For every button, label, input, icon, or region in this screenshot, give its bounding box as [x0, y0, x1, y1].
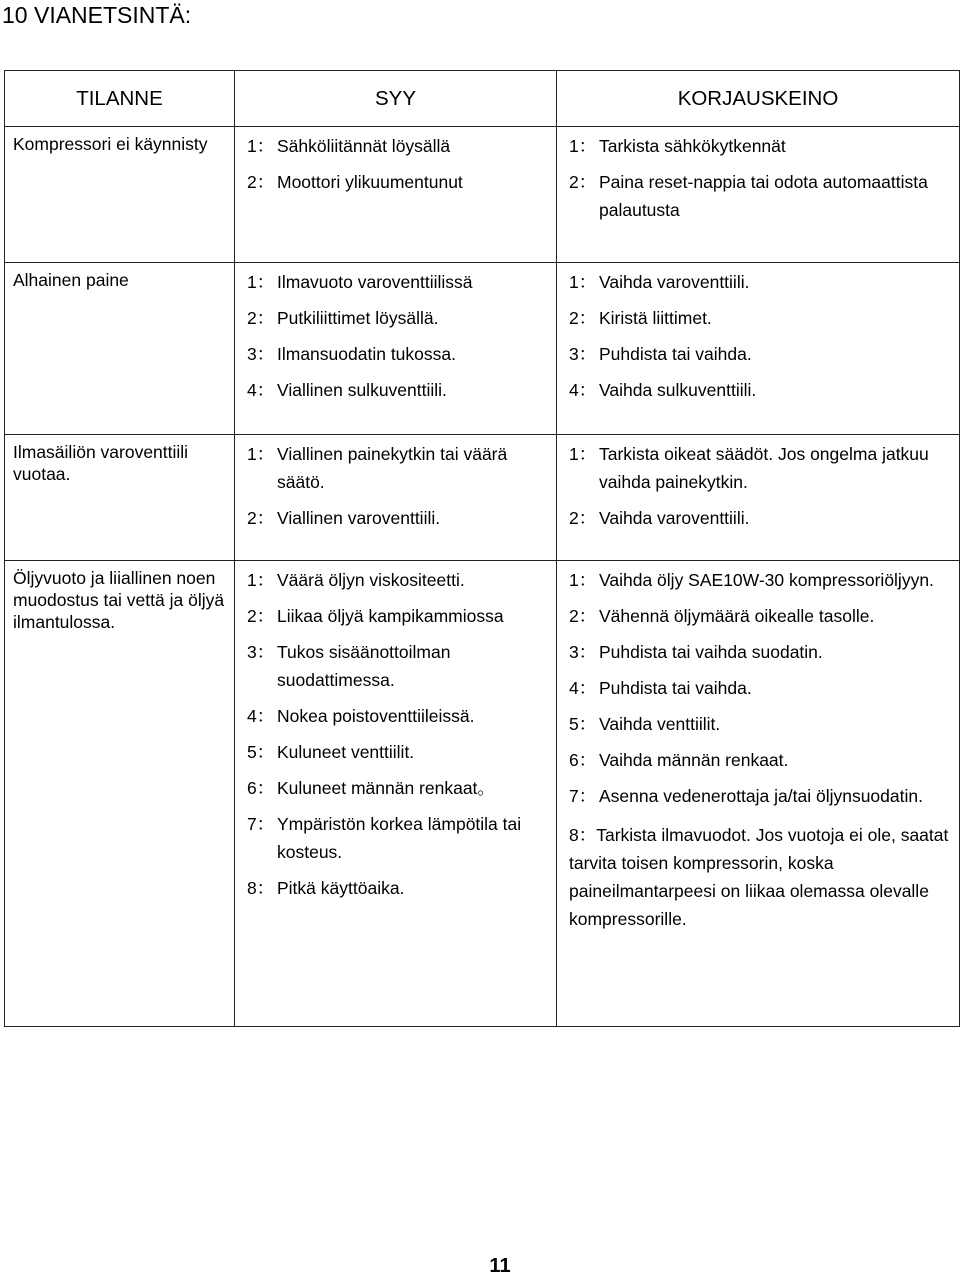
- list-item: [247, 741, 548, 766]
- table-row: [5, 561, 960, 1027]
- list-item: [569, 379, 951, 404]
- item-number: 2：: [569, 606, 597, 626]
- item-text: Puhdista tai vaihda suodatin.: [599, 642, 823, 662]
- list-item: [247, 877, 548, 902]
- list-item: [247, 443, 548, 496]
- troubleshooting-table: [4, 70, 960, 1027]
- item-number: 1：: [569, 444, 597, 464]
- cause-cell: [235, 435, 557, 561]
- item-text: Nokea poistoventtiileissä.: [277, 706, 475, 726]
- item-number: 1：: [247, 444, 275, 464]
- item-text: Viallinen sulkuventtiili.: [277, 380, 447, 400]
- list-item: [247, 507, 548, 532]
- list-item: [569, 569, 951, 594]
- list-item: [247, 813, 548, 866]
- item-text: Tarkista oikeat säädöt. Jos ongelma jatkuu vaihda painekytkin.: [599, 444, 929, 492]
- list-item: [569, 713, 951, 738]
- header-situation: TILANNE: [5, 71, 235, 127]
- item-number: 6：: [247, 778, 275, 798]
- list-item: [569, 605, 951, 630]
- item-number: 6：: [569, 750, 597, 770]
- item-number: 4：: [569, 678, 597, 698]
- situation-cell: Kompressori ei käynnisty: [5, 127, 235, 263]
- item-number: 2：: [247, 606, 275, 626]
- list-item: [569, 507, 951, 532]
- cause-cell: [235, 561, 557, 1027]
- item-text: Tarkista sähkökytkennät: [599, 136, 786, 156]
- item-number: 2：: [247, 172, 275, 192]
- item-text: Vaihda sulkuventtiili.: [599, 380, 757, 400]
- item-text: Putkiliittimet löysällä.: [277, 308, 439, 328]
- list-item: [247, 379, 548, 404]
- table-header-row: [5, 71, 960, 127]
- list-item: [247, 777, 548, 802]
- item-number: 5：: [569, 714, 597, 734]
- table-row: [5, 127, 960, 263]
- list-item: [247, 307, 548, 332]
- item-number: 1：: [569, 272, 597, 292]
- table-row: [5, 435, 960, 561]
- item-text: Tukos sisäänottoilman suodattimessa.: [277, 642, 451, 690]
- item-number: 7：: [247, 814, 275, 834]
- item-text: Väärä öljyn viskositeetti.: [277, 570, 465, 590]
- list-item: [247, 705, 548, 730]
- list-item: [247, 569, 548, 594]
- list-item: [247, 171, 548, 196]
- list-item: [569, 171, 951, 224]
- item-text: Kiristä liittimet.: [599, 308, 712, 328]
- list-item: [247, 343, 548, 368]
- item-number: 2：: [569, 308, 597, 328]
- item-number: 8：: [569, 825, 597, 845]
- item-number: 3：: [569, 642, 597, 662]
- item-number: 5：: [247, 742, 275, 762]
- item-number: 4：: [247, 380, 275, 400]
- list-item: [569, 677, 951, 702]
- item-text: Ilmavuoto varoventtiilissä: [277, 272, 473, 292]
- item-text: Vaihda öljy SAE10W-30 kompressoriöljyyn.: [599, 570, 934, 590]
- list-item: [569, 641, 951, 666]
- remedy-cell: [557, 435, 960, 561]
- list-item: [247, 641, 548, 694]
- item-text: Vaihda varoventtiili.: [599, 508, 750, 528]
- item-text: Liikaa öljyä kampikammiossa: [277, 606, 504, 626]
- item-number: 3：: [247, 642, 275, 662]
- remedy-cell: [557, 127, 960, 263]
- item-text: Sähköliitännät löysällä: [277, 136, 451, 156]
- item-text: Tarkista ilmavuodot. Jos vuotoja ei ole, saatat tarvita toisen kompressorin, koska paineilmantarpeesi on liikaa olemassa olevalle kompressorille.: [569, 825, 949, 929]
- item-text: Puhdista tai vaihda.: [599, 344, 752, 364]
- remedy-cell: [557, 561, 960, 1027]
- list-item: [247, 605, 548, 630]
- header-cause: SYY: [235, 71, 557, 127]
- item-number: 2：: [247, 308, 275, 328]
- item-text: Vaihda venttiilit.: [599, 714, 721, 734]
- list-item: [569, 343, 951, 368]
- cause-cell: [235, 263, 557, 435]
- item-text: Paina reset-nappia tai odota automaattista palautusta: [599, 172, 928, 220]
- item-number: 1：: [247, 136, 275, 156]
- item-text: Kuluneet männän renkaat。: [277, 778, 495, 798]
- item-number: 4：: [569, 380, 597, 400]
- list-item: [569, 443, 951, 496]
- item-number: 2：: [247, 508, 275, 528]
- cause-cell: [235, 127, 557, 263]
- item-text: Viallinen painekytkin tai väärä säätö.: [277, 444, 508, 492]
- page-number: 11: [489, 1255, 511, 1277]
- item-number: 4：: [247, 706, 275, 726]
- item-text: Asenna vedenerottaja ja/tai öljynsuodatin.: [599, 786, 923, 806]
- item-number: 7：: [569, 786, 597, 806]
- item-number: 1：: [247, 570, 275, 590]
- item-number: 1：: [569, 136, 597, 156]
- item-number: 3：: [247, 344, 275, 364]
- header-remedy: KORJAUSKEINO: [557, 71, 960, 127]
- item-text: Vaihda männän renkaat.: [599, 750, 789, 770]
- list-item: [569, 271, 951, 296]
- item-text: Vähennä öljymäärä oikealle tasolle.: [599, 606, 875, 626]
- situation-cell: Öljyvuoto ja liiallinen noen muodostus tai vettä ja öljyä ilmantulossa.: [5, 561, 235, 1027]
- list-item: [247, 271, 548, 296]
- item-text: Viallinen varoventtiili.: [277, 508, 441, 528]
- table-row: [5, 263, 960, 435]
- list-item: [569, 135, 951, 160]
- item-number: 3：: [569, 344, 597, 364]
- item-text: Kuluneet venttiilit.: [277, 742, 415, 762]
- item-number: 1：: [569, 570, 597, 590]
- item-number: 1：: [247, 272, 275, 292]
- item-number: 2：: [569, 172, 597, 192]
- list-item: [569, 821, 951, 933]
- section-title: 10 VIANETSINTÄ:: [2, 2, 192, 28]
- situation-cell: Ilmasäiliön varoventtiili vuotaa.: [5, 435, 235, 561]
- remedy-cell: [557, 263, 960, 435]
- item-text: Moottori ylikuumentunut: [277, 172, 463, 192]
- list-item: [247, 135, 548, 160]
- list-item: [569, 749, 951, 774]
- item-text: Ilmansuodatin tukossa.: [277, 344, 456, 364]
- list-item: [569, 785, 951, 810]
- item-text: Pitkä käyttöaika.: [277, 878, 405, 898]
- item-number: 8：: [247, 878, 275, 898]
- list-item: [569, 307, 951, 332]
- situation-cell: Alhainen paine: [5, 263, 235, 435]
- item-text: Vaihda varoventtiili.: [599, 272, 750, 292]
- item-number: 2：: [569, 508, 597, 528]
- item-text: Ympäristön korkea lämpötila tai kosteus.: [277, 814, 522, 862]
- item-text: Puhdista tai vaihda.: [599, 678, 752, 698]
